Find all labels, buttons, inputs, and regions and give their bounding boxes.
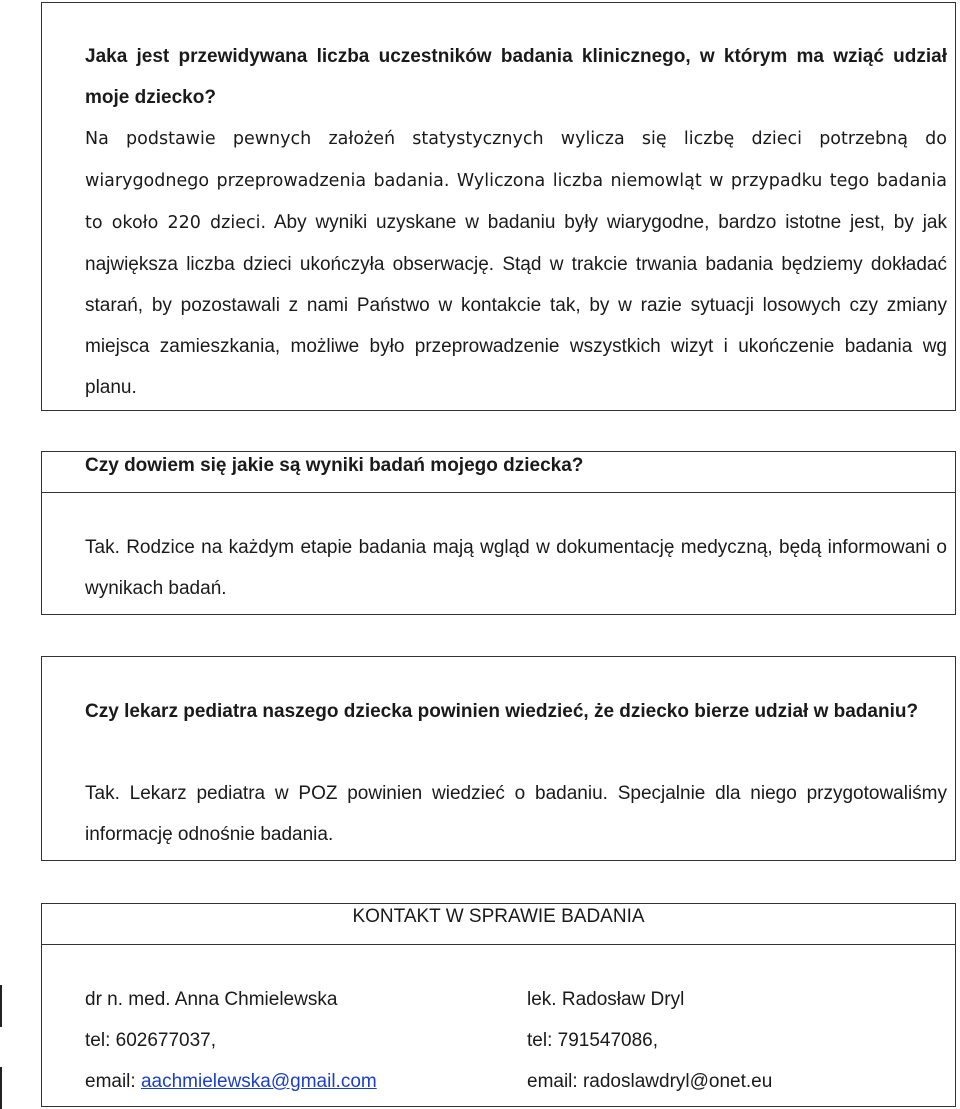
contact-person-1 xyxy=(85,979,377,1102)
answer-part-1: Na podstawie pewnych założeń statystycznych wylicza się liczbę dzieci potrzebną do wiarygodnego przeprowadzenia badania. Wyliczona liczba niemowląt w przypadku tego badania to około 220 dzieci. xyxy=(85,129,947,233)
contact-header-divider xyxy=(41,944,956,945)
margin-bar-bottom xyxy=(0,1067,2,1109)
section-results-answer xyxy=(85,527,947,609)
question-text: Jaka jest przewidywana liczba uczestników badania klinicznego, w którym ma wziąć udział moje dziecko? xyxy=(85,46,947,108)
answer-part-2: Aby wyniki uzyskane w badaniu były wiarygodne, bardzo istotne jest, by jak największa liczba dzieci ukończyła obserwację. Stąd w trakcie trwania badania będziemy dokładać starań, by pozostawali z nami Państwo w kontakcie tak, by w razie sytuacji losowych czy zmiany miejsca zamieszkania, możliwe było przeprowadzenie wszystkich wizyt i ukończenie badania wg planu. xyxy=(85,212,948,398)
contact-heading xyxy=(41,896,956,937)
section-participants-question xyxy=(85,36,947,118)
section-results-question xyxy=(85,445,947,486)
contact-name: lek. Radosław Dryl xyxy=(527,989,685,1010)
contact-email-row xyxy=(85,1061,377,1102)
contact-email: radoslawdryl@onet.eu xyxy=(582,1071,773,1092)
question-text: Czy lekarz pediatra naszego dziecka powinien wiedzieć, że dziecko bierze udział w badaniu? xyxy=(85,701,919,722)
contact-email-label: email: xyxy=(85,1071,141,1092)
contact-name: dr n. med. Anna Chmielewska xyxy=(85,989,338,1010)
answer-text xyxy=(85,118,947,408)
contact-email-row xyxy=(527,1061,772,1102)
section-participants-answer xyxy=(85,118,947,408)
contact-person-2 xyxy=(527,979,772,1102)
section-pediatrician-question xyxy=(85,691,947,732)
margin-bar-top xyxy=(0,985,2,1027)
contact-email-link[interactable]: aachmielewska@gmail.com xyxy=(140,1071,377,1092)
question-text: Czy dowiem się jakie są wyniki badań mojego dziecka? xyxy=(85,455,584,476)
contact-email-label: email: xyxy=(527,1071,583,1092)
contact-phone: tel: 602677037, xyxy=(85,1030,217,1051)
answer-text: Tak. Rodzice na każdym etapie badania mają wgląd w dokumentację medyczną, będą informowani o wynikach badań. xyxy=(85,537,947,599)
section-pediatrician-answer xyxy=(85,773,947,855)
contact-phone: tel: 791547086, xyxy=(527,1030,659,1051)
answer-text: Tak. Lekarz pediatra w POZ powinien wiedzieć o badaniu. Specjalnie dla niego przygotowaliśmy informację odnośnie badania. xyxy=(85,783,947,845)
contact-heading-text: KONTAKT W SPRAWIE BADANIA xyxy=(352,906,645,927)
